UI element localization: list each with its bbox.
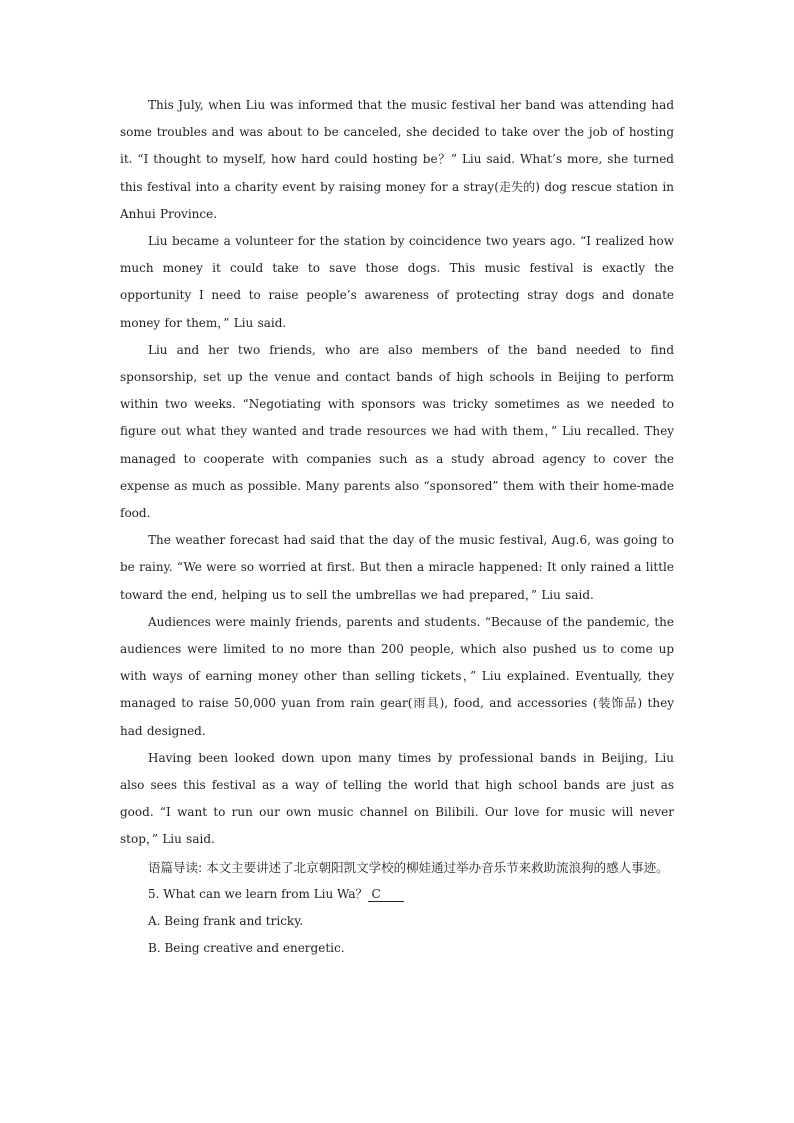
passage-paragraph-6: Having been looked down upon many times by professional bands in Beijing, Liu also sees this festival as a way of telling the world that high school bands are just as good. “I want to run our own music channel on Bilibili. Our love for music will never stop，” Liu said. <box>120 750 674 847</box>
answer-blank: C <box>368 887 404 902</box>
question-text: 5. What can we learn from Liu Wa？ <box>148 886 368 901</box>
document-page <box>120 92 674 963</box>
option-a: A. Being frank and tricky. <box>148 914 304 929</box>
option-b: B. Being creative and energetic. <box>148 941 345 956</box>
reading-guide: 语篇导读: 本文主要讲述了北京朝阳凯文学校的柳娃通过举办音乐节来救助流浪狗的感人事迹。 <box>148 859 669 875</box>
passage-paragraph-1: This July, when Liu was informed that the music festival her band was attending had some troubles and was about to be canceled, she decided to take over the job of hosting it. “I thought to myself, how hard could hosting be？” Liu said. What’s more, she turned this festival into a charity event by raising money for a stray(走失的) dog rescue station in Anhui Province. <box>120 98 674 221</box>
question-5 <box>120 881 674 908</box>
passage-paragraph-3: Liu and her two friends, who are also members of the band needed to find sponsorship, set up the venue and contact bands of high schools in Beijing to perform within two weeks. “Negotiating with sponsors was tricky sometimes as we needed to figure out what they wanted and trade resources we had with them，” Liu recalled. They managed to cooperate with companies such as a study abroad agency to cover the expense as much as possible. Many parents also “sponsored” them with their home-made food. <box>120 342 674 521</box>
passage-paragraph-5: Audiences were mainly friends, parents and students. “Because of the pandemic, the audiences were limited to no more than 200 people, which also pushed us to come up with ways of earning money other than selling tickets，” Liu explained. Eventually, they managed to raise 50,000 yuan from rain gear(雨具), food, and accessories (装饰品) they had designed. <box>120 614 674 738</box>
passage-paragraph-4: The weather forecast had said that the day of the music festival, Aug.6, was going to be rainy. “We were so worried at first. But then a miracle happened: It only rained a little toward the end, helping us to sell the umbrellas we had prepared，” Liu said. <box>120 533 674 602</box>
passage-paragraph-2: Liu became a volunteer for the station by coincidence two years ago. “I realized how much money it could take to save those dogs. This music festival is exactly the opportunity I need to raise people’s awareness of protecting stray dogs and donate money for them，” Liu said. <box>120 234 674 330</box>
